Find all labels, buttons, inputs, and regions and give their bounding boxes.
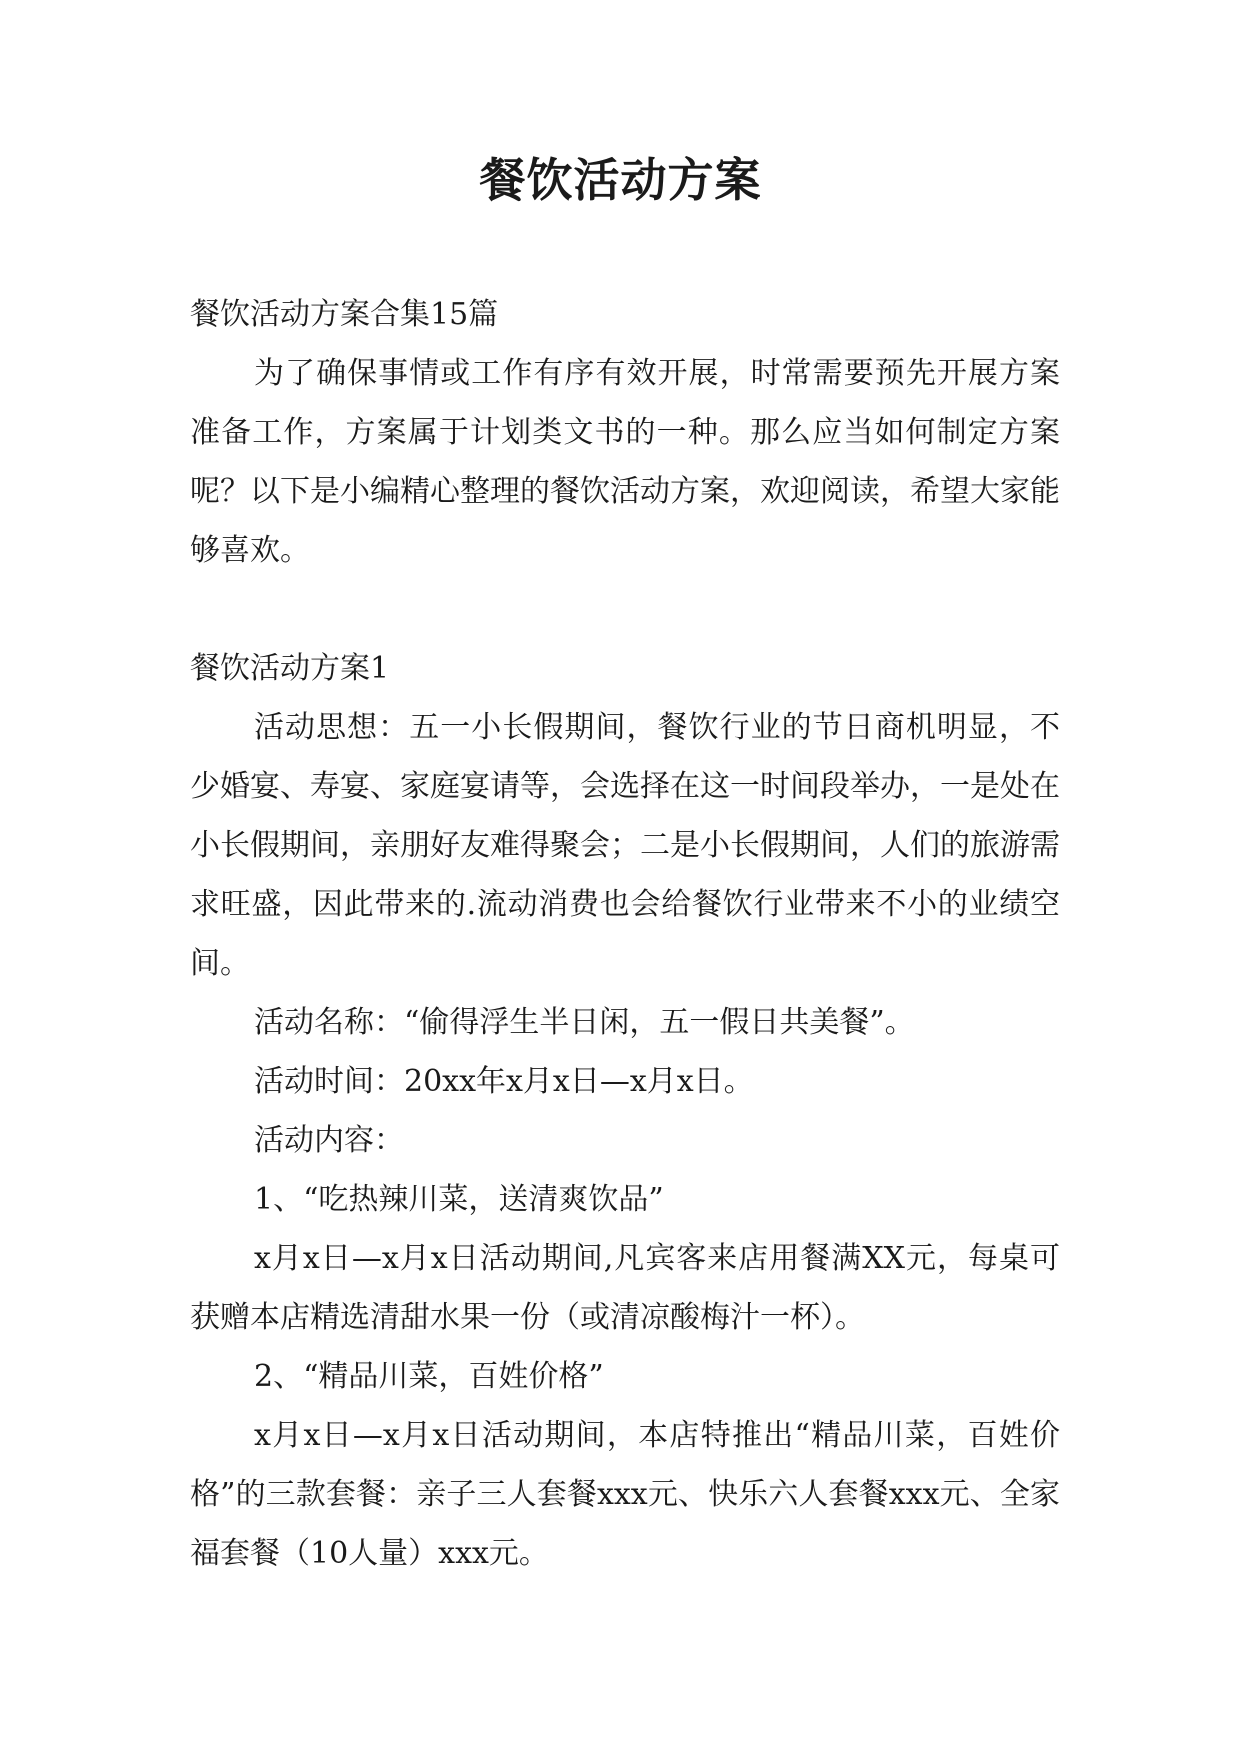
- section-spacer: [190, 580, 1060, 639]
- collection-subtitle: 餐饮活动方案合集15篇: [190, 297, 499, 332]
- activity-time-line: 活动时间：20xx年x月x日—x月x日。: [254, 1064, 754, 1099]
- document-title: 餐饮活动方案: [479, 153, 762, 207]
- activity-content-label: 活动内容：: [254, 1123, 404, 1158]
- intro-paragraph: 为了确保事情或工作有序有效开展，时常需要预先开展方案准备工作，方案属于计划类文书的一种。那么应当如何制定方案呢？以下是小编精心整理的餐饮活动方案，欢迎阅读，希望大家能够喜欢。: [190, 356, 1060, 568]
- activity-name-line: 活动名称：“偷得浮生半日闲，五一假日共美餐”。: [254, 1005, 915, 1040]
- section-heading: 餐饮活动方案1: [190, 651, 390, 686]
- activity-idea-paragraph: 活动思想：五一小长假期间，餐饮行业的节日商机明显，不少婚宴、寿宴、家庭宴请等，会选择在这一时间段举办，一是处在小长假期间，亲朋好友难得聚会；二是小长假期间，人们的旅游需求旺盛，因此带来的.流动消费也会给餐饮行业带来不小的业绩空间。: [190, 710, 1060, 981]
- document-body: [190, 285, 1060, 1583]
- content-item-2-title: 2、“精品川菜，百姓价格”: [254, 1359, 604, 1394]
- content-item-1-body: x月x日—x月x日活动期间,凡宾客来店用餐满XX元，每桌可获赠本店精选清甜水果一份（或清凉酸梅汁一杯）。: [190, 1241, 1060, 1335]
- content-item-1-title: 1、“吃热辣川菜，送清爽饮品”: [254, 1182, 664, 1217]
- content-item-2-body: x月x日—x月x日活动期间，本店特推出“精品川菜，百姓价格”的三款套餐：亲子三人套餐xxx元、快乐六人套餐xxx元、全家福套餐（10人量）xxx元。: [190, 1418, 1060, 1571]
